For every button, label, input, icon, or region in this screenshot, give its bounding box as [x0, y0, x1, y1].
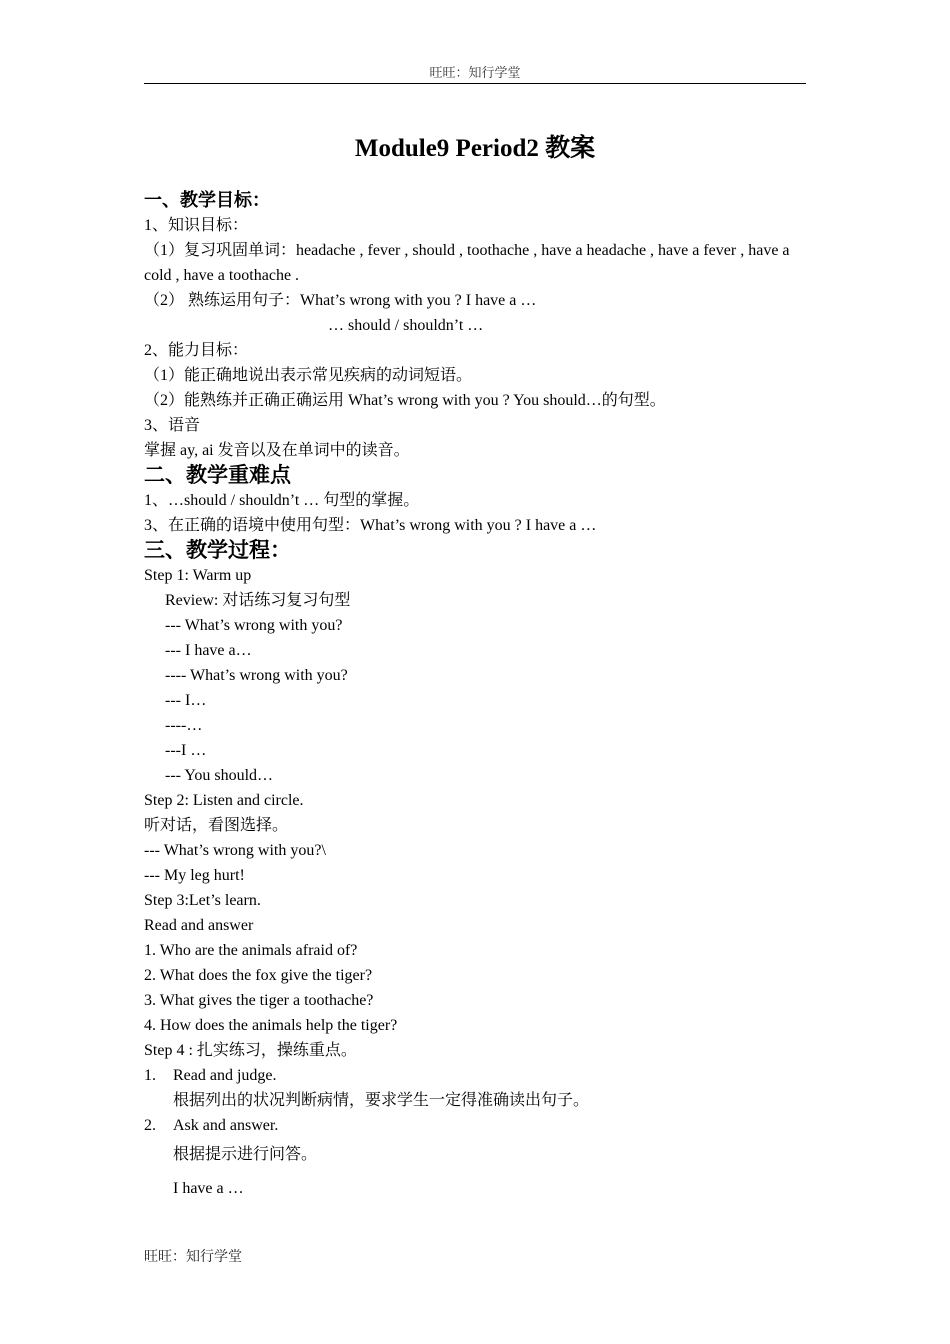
question-item: 2. What does the fox give the tiger? — [144, 967, 373, 984]
step-3-heading: Step 3:Let’s learn. — [144, 892, 261, 909]
phonics-label: 3、语音 — [144, 417, 201, 434]
section-heading-objectives: 一、教学目标： — [144, 190, 270, 210]
question-item: 1. Who are the animals afraid of? — [144, 942, 358, 959]
knowledge-goal-2-continued: … should / shouldn’t … — [328, 317, 484, 334]
page-header: 旺旺：知行学堂 — [429, 65, 521, 80]
knowledge-goal-2: （2） 熟练运用句子：What’s wrong with you ? I have a … — [144, 292, 537, 309]
step-4-heading: Step 4 : 扎实练习，操练重点。 — [144, 1042, 357, 1059]
dialog-line: --- I… — [165, 692, 207, 709]
dialog-line: ---- What’s wrong with you? — [165, 667, 348, 684]
practice-item-2-number: 2. — [144, 1117, 156, 1134]
page-footer: 旺旺：知行学堂 — [144, 1250, 242, 1265]
practice-item-1-number: 1. — [144, 1067, 156, 1084]
question-item: 4. How does the animals help the tiger? — [144, 1017, 398, 1034]
step-2-answer: --- My leg hurt! — [144, 867, 245, 884]
key-point-2: 3、在正确的语境中使用句型：What’s wrong with you ? I have a … — [144, 517, 597, 534]
practice-item-1 — [144, 1063, 806, 1088]
dialog-line: --- What’s wrong with you? — [165, 617, 343, 634]
phonics-goal: 掌握 ay, ai 发音以及在单词中的读音。 — [144, 442, 410, 459]
dialog-line: ----… — [165, 717, 203, 734]
header-divider — [144, 83, 806, 84]
document-body — [144, 188, 806, 1206]
dialog-line: --- I have a… — [165, 642, 252, 659]
step-2-question: --- What’s wrong with you?\ — [144, 842, 326, 859]
dialog-line: ---I … — [165, 742, 207, 759]
ability-goal-1: （1）能正确地说出表示常见疾病的动词短语。 — [144, 367, 473, 384]
ability-goals-label: 2、能力目标： — [144, 342, 249, 359]
practice-item-2 — [144, 1113, 806, 1138]
question-item: 3. What gives the tiger a toothache? — [144, 992, 374, 1009]
knowledge-goals-label: 1、知识目标： — [144, 217, 249, 234]
ability-goal-2: （2）能熟练并正确正确运用 What’s wrong with you ? You should…的句型。 — [144, 392, 666, 409]
practice-item-1-text: Read and judge. — [173, 1067, 277, 1084]
document-title: Module9 Period2 教案 — [354, 135, 596, 162]
step-3-subheading: Read and answer — [144, 917, 254, 934]
section-heading-procedure: 三、教学过程： — [144, 538, 291, 562]
key-point-1: 1、…should / shouldn’t … 句型的掌握。 — [144, 492, 420, 509]
practice-item-2-text: Ask and answer. — [173, 1117, 279, 1134]
section-heading-key-points: 二、教学重难点 — [144, 463, 291, 487]
step-2-heading: Step 2: Listen and circle. — [144, 792, 304, 809]
step-1-heading: Step 1: Warm up — [144, 567, 252, 584]
step-2-note: 听对话，看图选择。 — [144, 817, 289, 834]
knowledge-goal-1: （1）复习巩固单词：headache , fever , should , toothache , have a headache , have a fever , have a cold , have a toothache . — [144, 242, 790, 284]
practice-item-1-note: 根据列出的状况判断病情，要求学生一定得准确读出句子。 — [173, 1092, 590, 1109]
practice-item-2-note: 根据提示进行问答。 — [173, 1146, 318, 1163]
review-label: Review: 对话练习复习句型 — [165, 592, 351, 609]
dialog-line: --- You should… — [165, 767, 274, 784]
practice-item-2-example: I have a … — [173, 1180, 244, 1197]
